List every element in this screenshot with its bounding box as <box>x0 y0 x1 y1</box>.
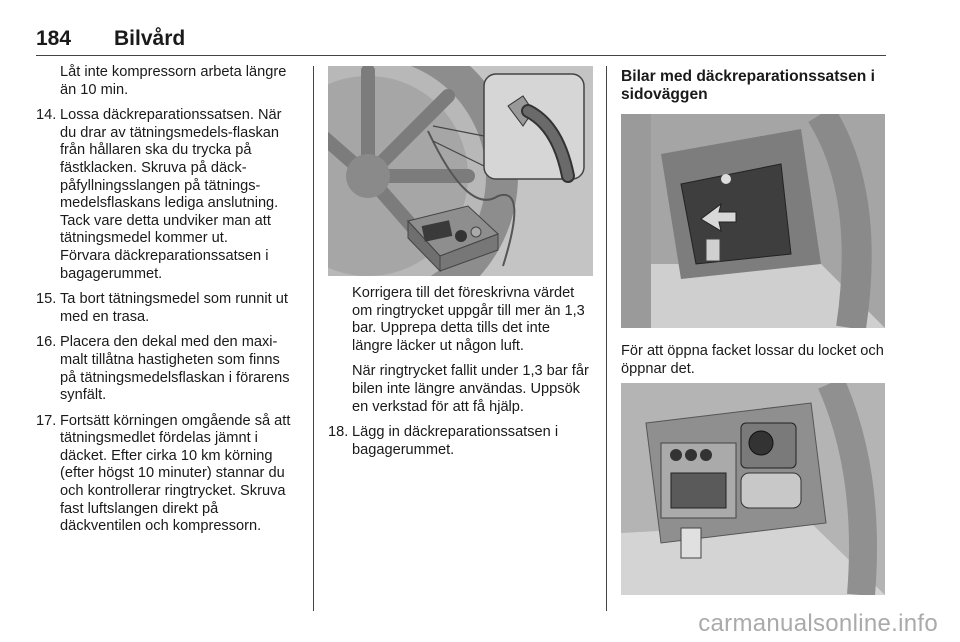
list-item <box>36 413 298 536</box>
item-number: 16. <box>36 334 57 351</box>
trunk-open-drawing <box>621 383 885 595</box>
list-item <box>36 107 298 283</box>
paragraph: Korrigera till det föreskrivna värdet om ringtrycket uppgår till mer än 1,3 bar. Upprepa detta tills det inte längre läcker ut någon luft. <box>352 285 585 354</box>
list-item <box>36 291 298 326</box>
trunk-cover-illustration <box>621 114 885 328</box>
compressor-illustration <box>328 66 593 276</box>
item-number: 14. <box>36 107 57 124</box>
item-text: Placera den dekal med den maxi-malt tillåtna hastigheten som finns på tätningsmedelsflaskan i förarens synfält. <box>60 334 290 404</box>
column-middle <box>328 285 593 467</box>
item-text: Förvara däckreparationssatsen i bagagerummet. <box>60 247 269 282</box>
list-item <box>328 424 593 459</box>
item-number: 18. <box>328 424 349 441</box>
chapter-title: Bilvård <box>114 27 186 50</box>
paragraph: När ringtrycket fallit under 1,3 bar får bilen inte längre användas. Uppsök en verkstad för att få hjälp. <box>352 363 589 415</box>
compressor-drawing <box>328 66 593 276</box>
column-right-text <box>621 343 885 386</box>
item-text: Fortsätt körningen omgående så att tätningsmedlet fördelas jämnt i däcket. Efter cirka 10 km körning (efter högst 10 minuter) stannar du och kontrollerar ringtrycket. Skruva fast luftslangen direkt på däckventilen och kompressorn. <box>60 412 291 535</box>
paragraph: För att öppna facket lossar du locket och öppnar det. <box>621 343 884 377</box>
item-text: Lossa däckreparationssatsen. När du drar av tätningsmedels-flaskan från hållaren ska du trycka på fästklacken. Skruva på däck-påfyllningsslangen på tätnings-medelsflaskans lediga anslutning. Tack vare detta undviker man att tätningsmedel kommer ut. <box>60 107 282 247</box>
list-item <box>36 334 298 404</box>
item-number: 17. <box>36 412 57 429</box>
column-divider <box>606 66 607 611</box>
column-divider <box>313 66 314 611</box>
page-header <box>36 27 886 56</box>
item-text: Ta bort tätningsmedel som runnit ut med en trasa. <box>60 291 288 325</box>
column-left <box>36 64 298 544</box>
column-right <box>621 66 885 116</box>
item-number: 15. <box>36 291 57 308</box>
item-text: Lägg in däckreparationssatsen i bagagerummet. <box>352 424 559 458</box>
continued-text: Låt inte kompressorn arbeta längre än 10 min. <box>60 64 287 98</box>
page-number: 184 <box>36 27 72 50</box>
trunk-open-illustration <box>621 383 885 595</box>
section-heading: Bilar med däckreparationssatsen i sidoväggen <box>621 68 875 103</box>
trunk-cover-drawing <box>621 114 885 328</box>
watermark: carmanualsonline.info <box>698 610 938 637</box>
